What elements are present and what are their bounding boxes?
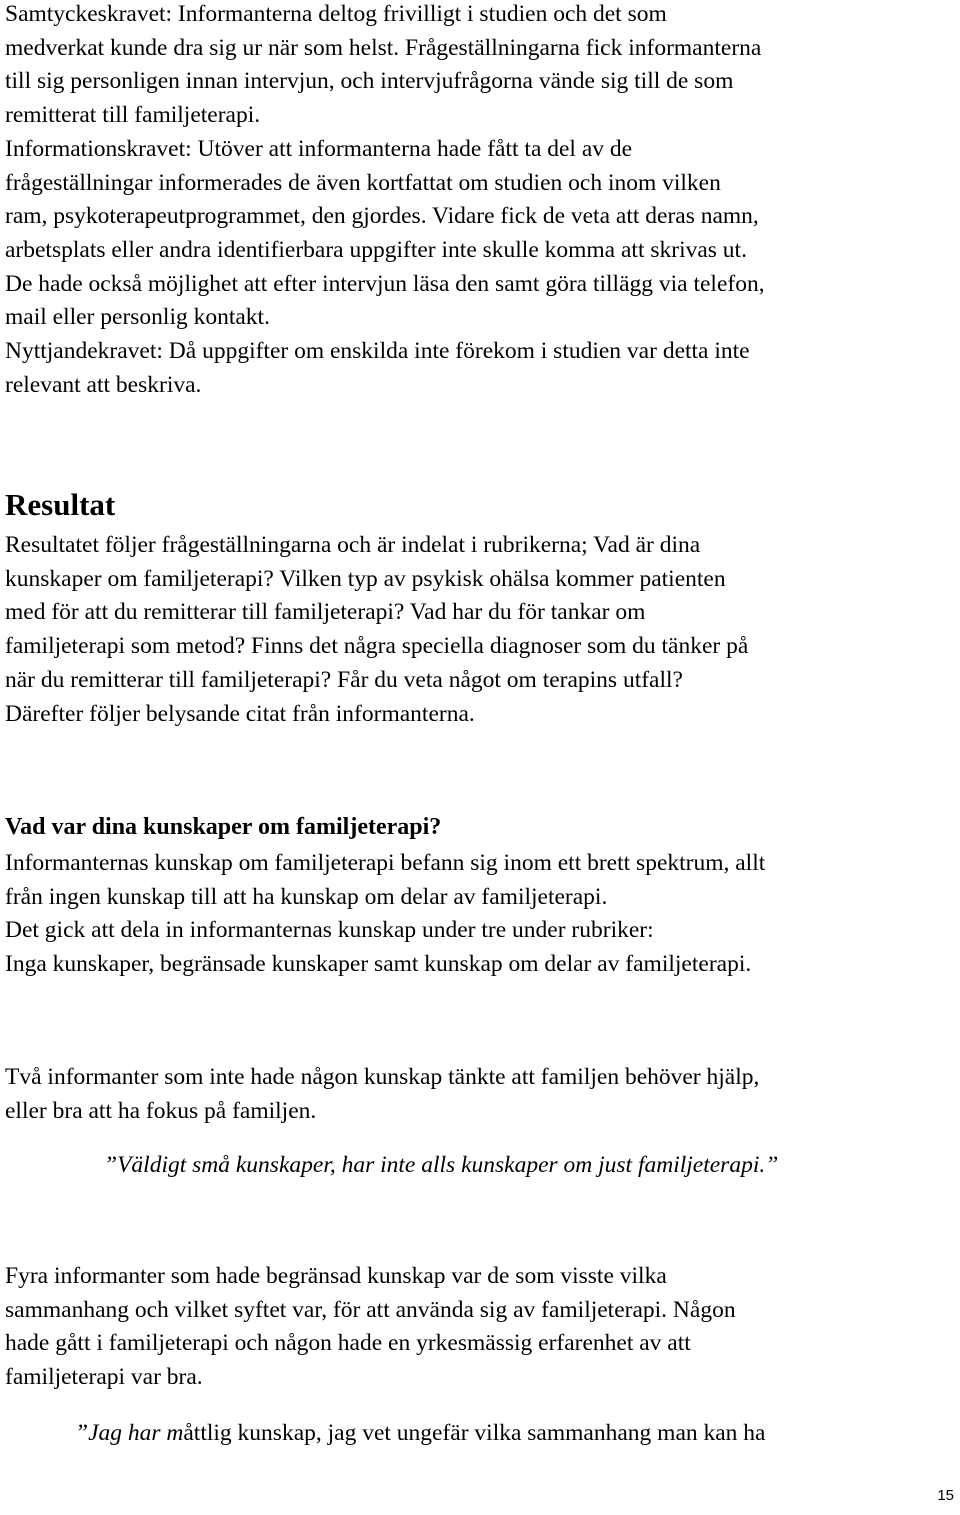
text-line: remitterat till familjeterapi. <box>5 102 261 129</box>
ethics-paragraph <box>5 0 957 402</box>
no-knowledge-paragraph <box>5 1061 957 1128</box>
text-line: eller bra att ha fokus på familjen. <box>5 1097 317 1124</box>
text-line: med för att du remitterar till familjeterapi? Vad har du för tankar om <box>5 599 646 626</box>
text-line: familjeterapi var bra. <box>5 1364 203 1391</box>
text-line: frågeställningar informerades de även kortfattat om studien och inom vilken <box>5 169 721 196</box>
text-line: från ingen kunskap till att ha kunskap om delar av familjeterapi. <box>5 883 608 910</box>
quote-rest-part: åttlig kunskap, jag vet ungefär vilka sammanhang man kan ha <box>183 1420 766 1446</box>
subsection-heading-knowledge: Vad var dina kunskaper om familjeterapi? <box>5 814 442 840</box>
text-line: Resultatet följer frågeställningarna och är indelat i rubrikerna; Vad är dina <box>5 532 701 558</box>
text-line: Nyttjandekravet: Då uppgifter om enskilda inte förekom i studien var detta inte <box>5 338 750 365</box>
limited-knowledge-paragraph <box>5 1260 957 1395</box>
quote-italic-part: ”Jag har m <box>75 1420 184 1446</box>
knowledge-paragraph <box>5 847 957 982</box>
text-line: Det gick att dela in informanternas kunskap under tre under rubriker: <box>5 917 654 944</box>
text-line: medverkat kunde dra sig ur när som helst. Frågeställningarna fick informanterna <box>5 34 762 61</box>
text-line: mail eller personlig kontakt. <box>5 304 270 331</box>
quote-limited-knowledge <box>75 1417 765 1449</box>
text-line: när du remitterar till familjeterapi? Får du veta något om terapins utfall? <box>5 666 683 693</box>
text-line: ram, psykoterapeutprogrammet, den gjordes. Vidare fick de veta att deras namn, <box>5 203 759 230</box>
text-line: arbetsplats eller andra identifierbara uppgifter inte skulle komma att skrivas ut. <box>5 236 747 263</box>
quote-no-knowledge: ”Väldigt små kunskaper, har inte alls kunskaper om just familjeterapi.” <box>104 1152 779 1178</box>
text-line: Därefter följer belysande citat från informanterna. <box>5 700 475 727</box>
results-paragraph <box>5 529 957 731</box>
text-line: De hade också möjlighet att efter intervjun läsa den samt göra tillägg via telefon, <box>5 270 765 297</box>
text-line: familjeterapi som metod? Finns det några speciella diagnoser som du tänker på <box>5 633 749 660</box>
text-line: till sig personligen innan intervjun, och intervjufrågorna vände sig till de som <box>5 68 734 95</box>
section-heading-resultat: Resultat <box>5 487 116 522</box>
text-line: relevant att beskriva. <box>5 371 202 398</box>
text-line: hade gått i familjeterapi och någon hade en yrkesmässig erfarenhet av att <box>5 1330 691 1357</box>
text-line: sammanhang och vilket syftet var, för att använda sig av familjeterapi. Någon <box>5 1296 736 1323</box>
text-line: kunskaper om familjeterapi? Vilken typ av psykisk ohälsa kommer patienten <box>5 565 726 592</box>
text-line: Informanternas kunskap om familjeterapi befann sig inom ett brett spektrum, allt <box>5 850 766 876</box>
page-number: 15 <box>937 1487 954 1504</box>
text-line: Inga kunskaper, begränsade kunskaper samt kunskap om delar av familjeterapi. <box>5 951 752 978</box>
text-line: Informationskravet: Utöver att informanterna hade fått ta del av de <box>5 135 633 162</box>
text-line: Två informanter som inte hade någon kunskap tänkte att familjen behöver hjälp, <box>5 1064 760 1090</box>
text-line: Samtyckeskravet: Informanterna deltog frivilligt i studien och det som <box>5 1 667 27</box>
text-line: Fyra informanter som hade begränsad kunskap var de som visste vilka <box>5 1263 667 1289</box>
